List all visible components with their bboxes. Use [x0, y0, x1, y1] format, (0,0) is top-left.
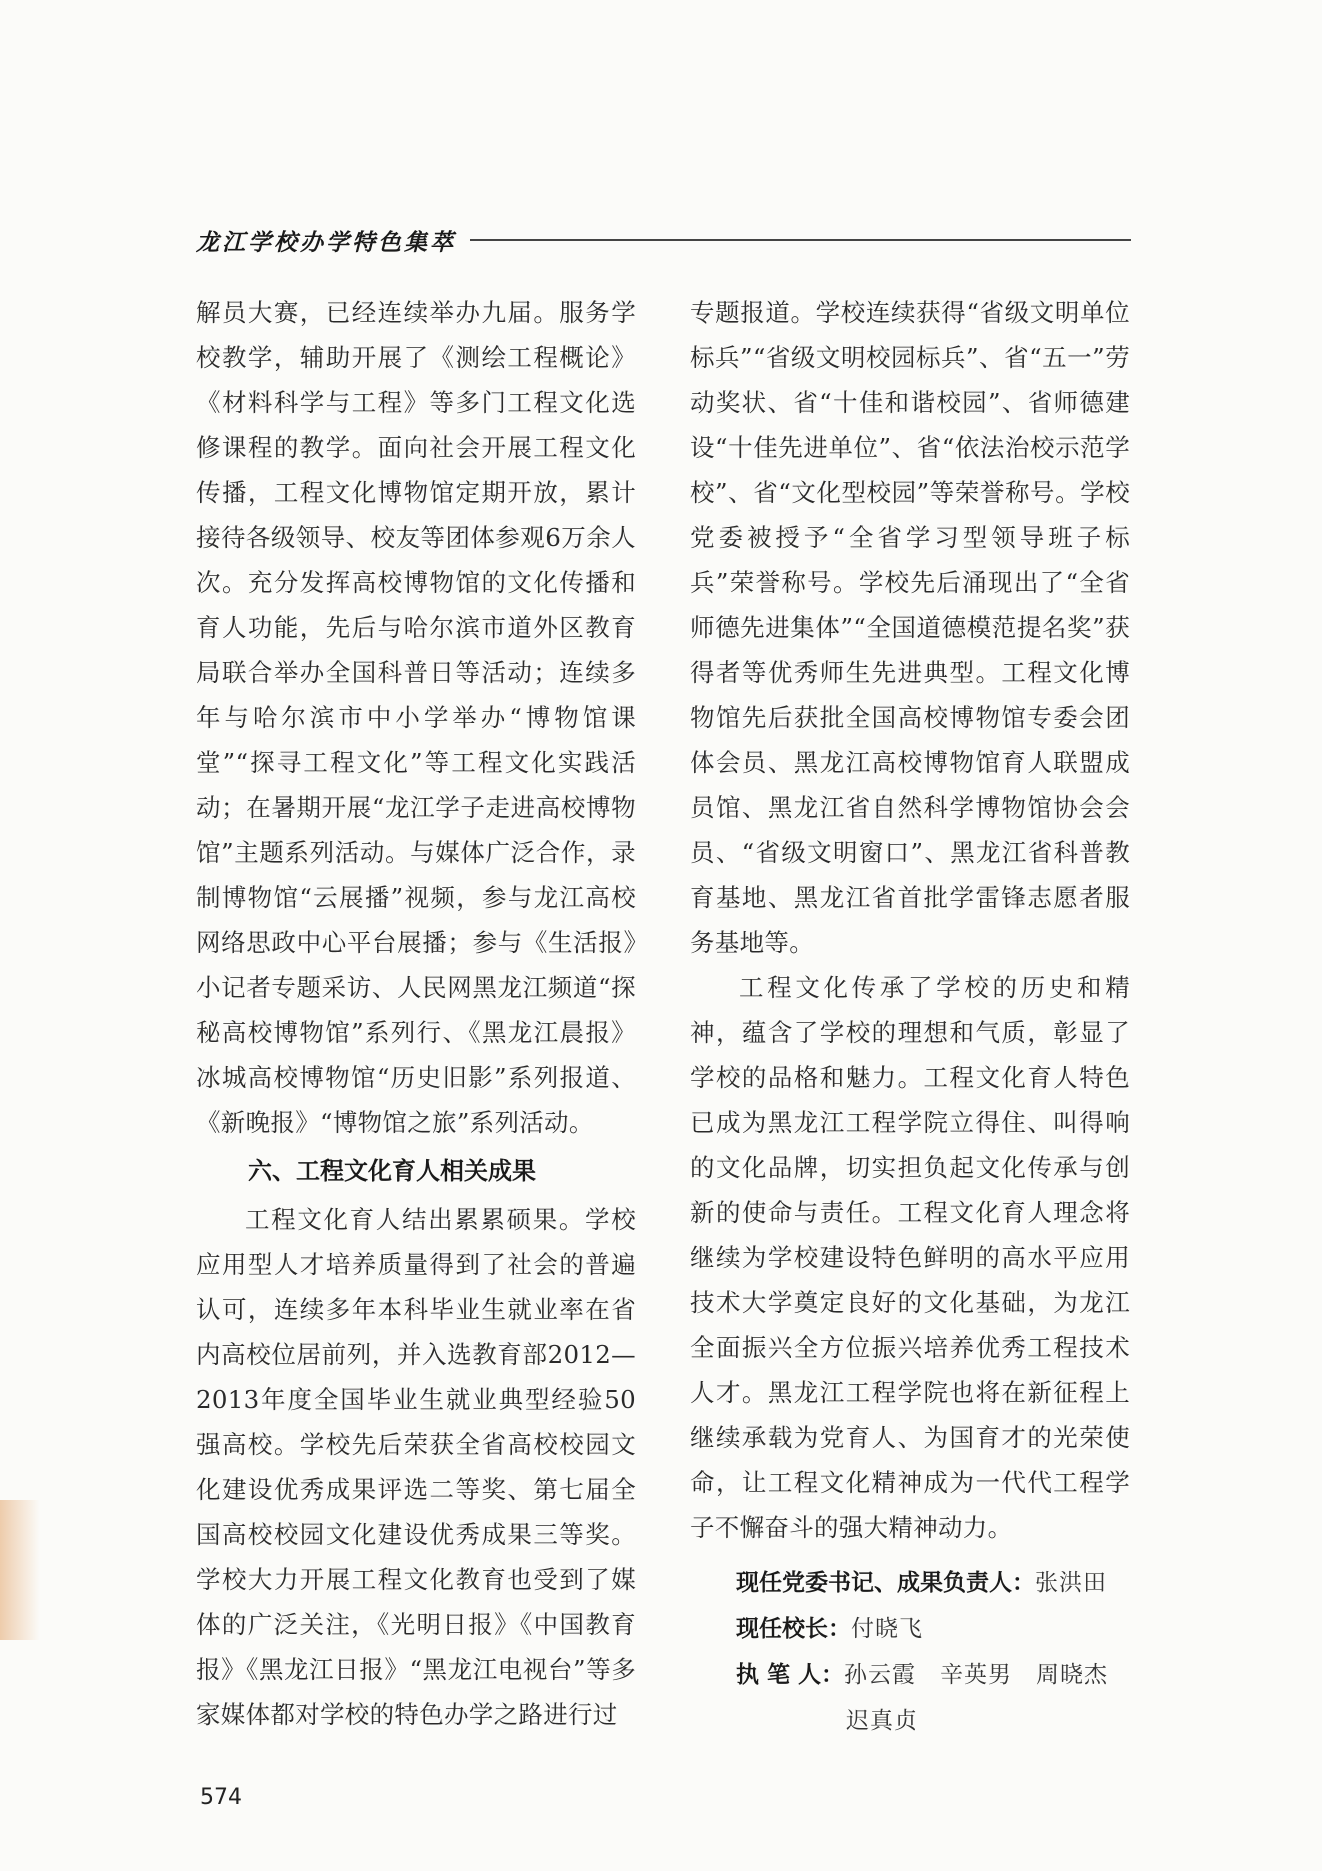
credit-writers-extra-value: 迟真贞 — [846, 1708, 918, 1734]
right-column — [690, 290, 1130, 1744]
credit-president-label: 现任校长： — [736, 1616, 851, 1642]
page-edge-shading — [0, 1500, 40, 1640]
paragraph-achievements: 工程文化育人结出累累硕果。学校应用型人才培养质量得到了社会的普遍认可，连续多年本科毕业生就业率在省内高校位居前列，并入选教育部2012—2013年度全国毕业生就业典型经验50强高校。学校先后荣获全省高校校园文化建设优秀成果评选二等奖、第七届全国高校校园文化建设优秀成果三等奖。学校大力开展工程文化教育也受到了媒体的广泛关注，《光明日报》《中国教育报》《黑龙江日报》“黑龙江电视台”等多家媒体都对学校的特色办学之路进行过 — [196, 1205, 636, 1729]
paragraph-conclusion: 工程文化传承了学校的历史和精神，蕴含了学校的理想和气质，彰显了学校的品格和魅力。工程文化育人特色已成为黑龙江工程学院立得住、叫得响的文化品牌，切实担负起文化传承与创新的使命与责任。工程文化育人理念将继续为学校建设特色鲜明的高水平应用技术大学奠定良好的文化基础，为龙江全面振兴全方位振兴培养优秀工程技术人才。黑龙江工程学院也将在新征程上继续承载为党育人、为国育才的光荣使命，让工程文化精神成为一代代工程学子不懈奋斗的强大精神动力。 — [690, 973, 1130, 1542]
credit-writers-value: 孙云霞 辛英男 周晓杰 — [844, 1662, 1109, 1688]
credit-president-value: 付晓飞 — [851, 1616, 923, 1642]
left-column — [196, 290, 636, 1737]
paragraph-museum-activities: 解员大赛，已经连续举办九届。服务学校教学，辅助开展了《测绘工程概论》《材料科学与工程》等多门工程文化选修课程的教学。面向社会开展工程文化传播，工程文化博物馆定期开放，累计接待各级领导、校友等团体参观6万余人次。充分发挥高校博物馆的文化传播和育人功能，先后与哈尔滨市道外区教育局联合举办全国科普日等活动；连续多年与哈尔滨市中小学举办“博物馆课堂”“探寻工程文化”等工程文化实践活动；在暑期开展“龙江学子走进高校博物馆”主题系列活动。与媒体广泛合作，录制博物馆“云展播”视频，参与龙江高校网络思政中心平台展播；参与《生活报》小记者专题采访、人民网黑龙江频道“探秘高校博物馆”系列行、《黑龙江晨报》冰城高校博物馆“历史旧影”系列报道、《新晚报》“博物馆之旅”系列活动。 — [196, 298, 636, 1137]
credit-writers — [736, 1652, 1130, 1698]
paragraph-honors: 专题报道。学校连续获得“省级文明单位标兵”“省级文明校园标兵”、省“五一”劳动奖状、省“十佳和谐校园”、省师德建设“十佳先进单位”、省“依法治校示范学校”、省“文化型校园”等荣誉称号。学校党委被授予“全省学习型领导班子标兵”荣誉称号。学校先后涌现出了“全省师德先进集体”“全国道德模范提名奖”获得者等优秀师生先进典型。工程文化博物馆先后获批全国高校博物馆专委会团体会员、黑龙江高校博物馆育人联盟成员馆、黑龙江省自然科学博物馆协会会员、“省级文明窗口”、黑龙江省科普教育基地、黑龙江省首批学雷锋志愿者服务基地等。 — [690, 298, 1130, 957]
running-header — [196, 220, 1131, 260]
section-heading: 六、工程文化育人相关成果 — [248, 1157, 536, 1185]
page-number: 574 — [200, 1785, 242, 1810]
book-title: 龙江学校办学特色集萃 — [196, 228, 456, 256]
credit-secretary — [736, 1560, 1130, 1606]
credit-writers-extra — [736, 1698, 1130, 1744]
credit-president — [736, 1606, 1130, 1652]
header-rule — [470, 239, 1131, 241]
credits-block — [690, 1560, 1130, 1744]
credit-secretary-value: 张洪田 — [1035, 1570, 1107, 1596]
credit-writers-label: 执 笔 人： — [736, 1662, 845, 1688]
credit-secretary-label: 现任党委书记、成果负责人： — [736, 1570, 1035, 1596]
